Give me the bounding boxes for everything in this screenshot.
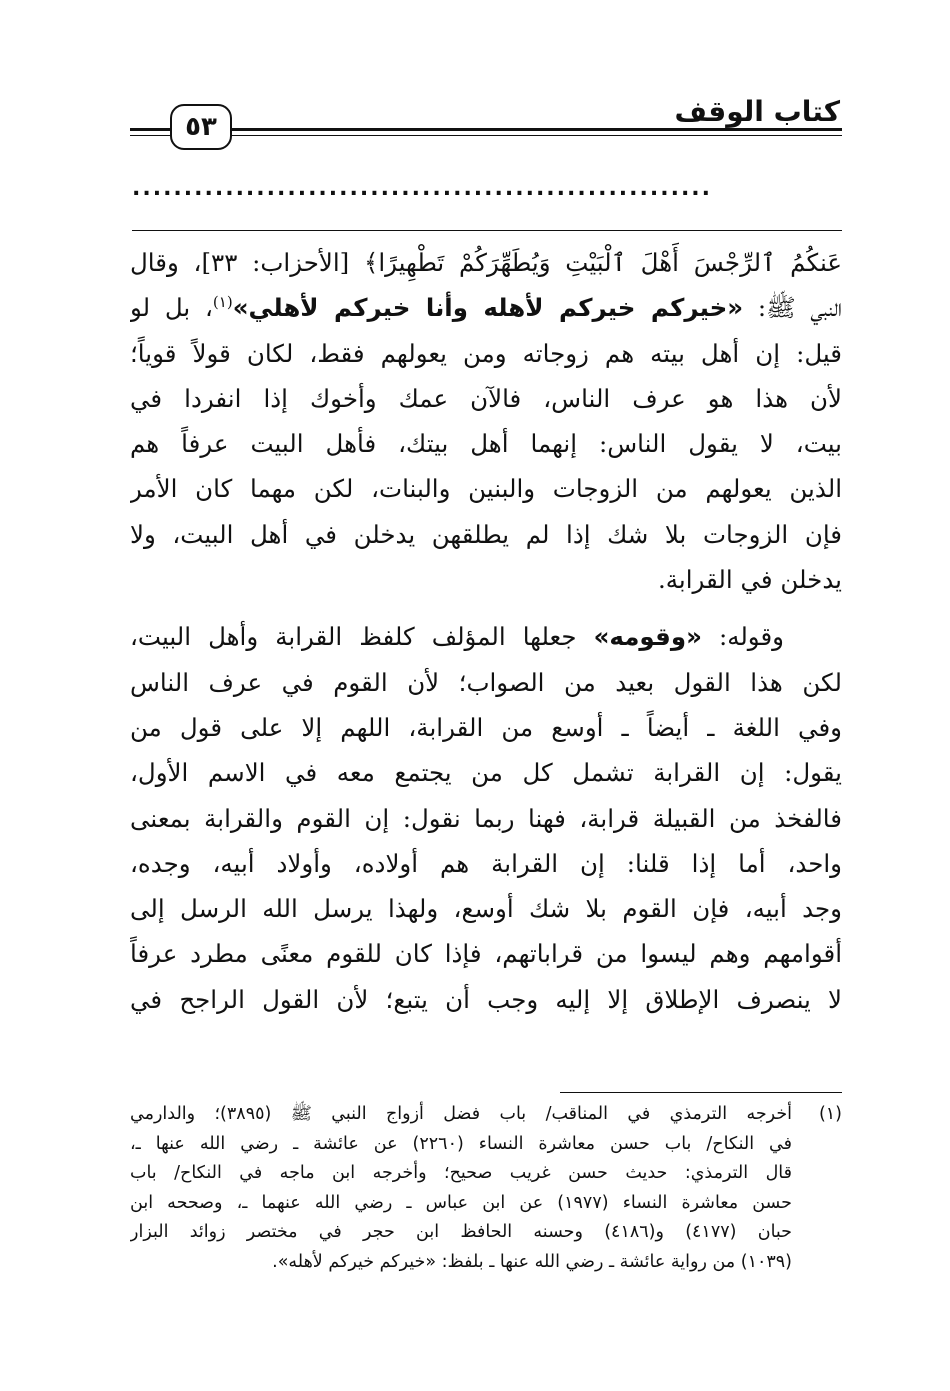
footnote-body (130, 1100, 792, 1278)
text-line: أقوامهم وهم ليسوا من قراباتهم، فإذا كان للقوم معنًى مطرد عرفاً (130, 939, 842, 969)
text-line: يقول: إن القرابة تشمل كل من يجتمع معه في الاسم الأول، (130, 758, 842, 788)
text-line: لا ينصرف الإطلاق إلا إليه وجب أن يتبع؛ لأن القول الراجح في (130, 984, 842, 1014)
footnote-marker: (١) (818, 1104, 842, 1124)
text-line: لكن هذا القول بعيد من الصواب؛ لأن القوم في عرف الناس (130, 667, 842, 697)
text-line-hadith (130, 285, 842, 330)
text-run: ، بل لو (130, 293, 213, 323)
text-line: فإن الزوجات بلا شك إذا لم يطلقهن يدخلن في أهل البيت، ولا (130, 519, 842, 549)
text-line-paragraph-start (130, 614, 842, 659)
footnote-line: (١٠٣٩) من رواية عائشة ـ رضي الله عنها ـ بلفظ: «خيركم خيركم لأهله». (272, 1251, 792, 1272)
footnote-divider (560, 1092, 842, 1093)
hadith-quote: «خيركم خيركم لأهله وأنا خيركم لأهلي» (232, 293, 744, 323)
quoted-term: «وقومه» (593, 622, 702, 652)
paragraph-gap (130, 602, 842, 614)
text-run: النبي ﷺ: (743, 293, 842, 323)
text-line: وفي اللغة ـ أيضاً ـ أوسع من القرابة، اللهم إلا على قول من (130, 712, 842, 742)
dotted-separator: ........................................................ (132, 178, 713, 200)
footnote (130, 1100, 842, 1278)
text-line: يدخلن في القرابة. (657, 565, 842, 595)
running-title: كتاب الوقف (674, 95, 840, 128)
header-rule-right (232, 128, 842, 136)
text-line: فالفخذ من القبيلة قرابة، فهنا ربما نقول: إن القوم والقرابة بمعنى (130, 803, 842, 833)
text-line: الذين يعولهم من الزوجات والبنين والبنات، لكن مهما كان الأمر (130, 474, 842, 504)
text-line: لأن هذا هو عرف الناس، فالآن عمك وأخوك إذا انفردا في (130, 383, 842, 413)
footnotes (130, 1100, 842, 1278)
text-line: وجد أبيه، فإن القوم بلا شك أوسع، ولهذا يرسل الله الرسل إلى (130, 894, 842, 924)
footnote-line: قال الترمذي: حديث حسن غريب صحيح؛ وأخرجه ابن ماجه في النكاح/ باب (130, 1163, 792, 1184)
body-text (130, 240, 842, 1022)
text-run: جعلها المؤلف كلفظ القرابة وأهل البيت، (130, 622, 594, 652)
text-line: واحد، أما إذا قلنا: إن القرابة هم أولاده، وأولاد أبيه، وجده، (130, 848, 842, 878)
footnote-line: حسن معاشرة النساء (١٩٧٧) عن ابن عباس ـ رضي الله عنهما ـ، وصححه ابن (130, 1192, 792, 1213)
header-rule-left (130, 128, 172, 136)
text-line: قيل: إن أهل بيته هم زوجاته ومن يعولهم فقط، لكان قولاً قوياً؛ (130, 338, 842, 368)
page-number-frame (170, 104, 232, 150)
page-number: ٥٣ (185, 112, 217, 142)
footnote-line: في النكاح/ باب حسن معاشرة النساء (٢٢٦٠) عن عائشة ـ رضي الله عنها ـ، (130, 1133, 792, 1154)
text-line: عَنكُمُ ٱلرِّجْسَ أَهْلَ ٱلْبَيْتِ وَيُطَهِّرَكُمْ تَطْهِيرًا﴾ [الأحزاب: ٣٣]، وقال (130, 248, 842, 277)
top-divider (132, 230, 842, 231)
footnote-reference: (١) (212, 293, 233, 312)
text-run: وقوله: (701, 622, 784, 652)
footnote-line: حبان (٤١٧٧) و(٤١٨٦) وحسنه الحافظ ابن حجر في مختصر زوائد البزار (130, 1222, 792, 1243)
text-line: بيت، لا يقول الناس: إنهما أهل بيتك، فأهل البيت عرفاً هم (130, 429, 842, 459)
footnote-line: أخرجه الترمذي في المناقب/ باب فضل أزواج النبي ﷺ (٣٨٩٥)؛ والدارمي (130, 1104, 792, 1124)
